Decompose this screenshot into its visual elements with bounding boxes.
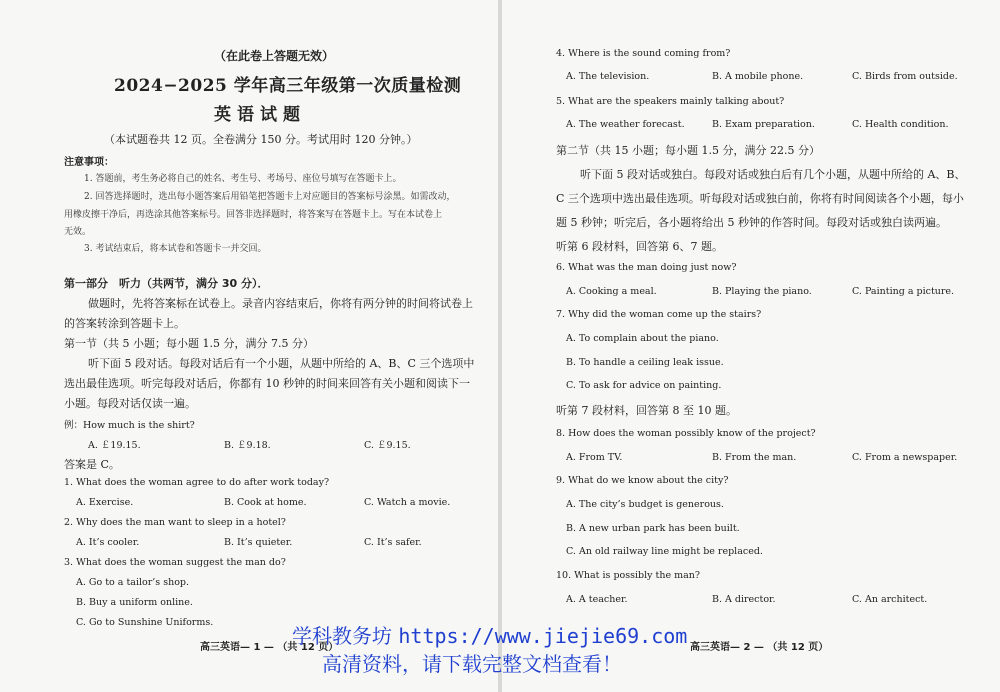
section2-intro: 题 5 秒钟；听完后，各小题将给出 5 秒钟的作答时间。每段对话或独白读两遍。 (556, 216, 947, 229)
page-footer: 高三英语— 1 — （共 12 页） (200, 642, 339, 653)
section2-title: 第二节（共 15 小题；每小题 1.5 分，满分 22.5 分） (556, 144, 820, 157)
page-footer: 高三英语— 2 — （共 12 页） (690, 642, 829, 653)
option: A. Exercise. (76, 497, 134, 508)
option: C. An old railway line might be replaced. (566, 546, 763, 557)
note-item: 1. 答题前，考生务必将自己的姓名、考生号、考场号、座位号填写在答题卡上。 (84, 174, 402, 184)
note-item: 用橡皮擦干净后，再选涂其他答案标号。回答非选择题时，将答案写在答题卡上。写在本试卷上 (64, 210, 443, 220)
option: B. It’s quieter. (224, 537, 293, 548)
option: C. Painting a picture. (852, 286, 955, 297)
option: C. Go to Sunshine Uniforms. (76, 617, 214, 628)
example-answer: 答案是 C。 (64, 458, 120, 471)
material-header: 听第 7 段材料，回答第 8 至 10 题。 (556, 404, 737, 417)
question: 9. What do we know about the city? (556, 475, 729, 486)
watermark-url[interactable]: https://www.jiejie69.com (398, 624, 688, 648)
material-header: 听第 6 段材料，回答第 6、7 题。 (556, 240, 723, 253)
option: A. The television. (566, 71, 650, 82)
question: 3. What does the woman suggest the man do? (64, 557, 286, 568)
option: A. To complain about the piano. (566, 333, 719, 344)
note-item: 3. 考试结束后，将本试卷和答题卡一并交回。 (84, 244, 267, 254)
option: A. A teacher. (566, 594, 628, 605)
question: 10. What is possibly the man? (556, 570, 701, 581)
option: B. Playing the piano. (712, 286, 812, 297)
option: B. From the man. (712, 452, 797, 463)
section1-title: 第一节（共 5 小题；每小题 1.5 分，满分 7.5 分） (64, 337, 314, 350)
option: B. Cook at home. (224, 497, 307, 508)
option: B. A mobile phone. (712, 71, 804, 82)
page-fold (498, 0, 502, 692)
part1-intro: 做题时，先将答案标在试卷上。录音内容结束后，你将有两分钟的时间将试卷上 (88, 297, 473, 310)
option: A. From TV. (566, 452, 623, 463)
exam-title: 2024−2025 学年高三年级第一次质量检测 (114, 76, 462, 96)
note-item: 2. 回答选择题时，选出每小题答案后用铅笔把答题卡上对应题目的答案标号涂黑。如需改动， (84, 192, 456, 202)
option: C. Watch a movie. (364, 497, 451, 508)
option: A. The weather forecast. (566, 119, 685, 130)
question: 4. Where is the sound coming from? (556, 48, 731, 59)
option: A. It’s cooler. (76, 537, 140, 548)
part1-intro: 的答案转涂到答题卡上。 (64, 317, 185, 330)
no-answer-notice: （在此卷上答题无效） (214, 49, 335, 63)
question: 8. How does the woman possibly know of the project? (556, 428, 816, 439)
section2-intro: 听下面 5 段对话或独白。每段对话或独白后有几个小题，从题中所给的 A、B、 (580, 168, 966, 181)
question: 2. Why does the man want to sleep in a hotel? (64, 517, 286, 528)
option: B. A director. (712, 594, 776, 605)
example-question: 例：How much is the shirt? (64, 420, 195, 431)
option: A. Cooking a meal. (566, 286, 657, 297)
note-item: 无效。 (64, 227, 92, 237)
option: B. Buy a uniform online. (76, 597, 193, 608)
option: C. From a newspaper. (852, 452, 958, 463)
watermark-line2: 高清资料，请下载完整文档查看！ (322, 652, 622, 676)
section1-intro: 选出最佳选项。听完每段对话后，你都有 10 秒钟的时间来回答有关小题和阅读下一 (64, 377, 470, 390)
section2-intro: C 三个选项中选出最佳选项。听每段对话或独白前，你将有时间阅读各个小题，每小 (556, 192, 964, 205)
question: 6. What was the man doing just now? (556, 262, 737, 273)
option: B. To handle a ceiling leak issue. (566, 357, 724, 368)
option: C. It’s safer. (364, 537, 422, 548)
option: A. The city’s budget is generous. (566, 499, 724, 510)
notes-heading: 注意事项： (64, 157, 114, 168)
option: A. Go to a tailor’s shop. (76, 577, 190, 588)
question: 5. What are the speakers mainly talking about? (556, 96, 785, 107)
subject-title: 英语试题 (214, 105, 306, 125)
part1-title: 第一部分 听力（共两节，满分 30 分）． (64, 277, 269, 290)
watermark-line1 (292, 620, 687, 649)
example-option: B. ￡9.18. (224, 440, 271, 451)
option: C. An architect. (852, 594, 928, 605)
section1-intro: 听下面 5 段对话。每段对话后有一个小题，从题中所给的 A、B、C 三个选项中 (88, 357, 475, 370)
question: 1. What does the woman agree to do after work today? (64, 477, 330, 488)
section1-intro: 小题。每段对话仅读一遍。 (64, 397, 196, 410)
exam-info: （本试题卷共 12 页。全卷满分 150 分。考试用时 120 分钟。） (104, 133, 418, 146)
option: C. To ask for advice on painting. (566, 380, 722, 391)
option: C. Birds from outside. (852, 71, 958, 82)
option: B. Exam preparation. (712, 119, 815, 130)
example-option: C. ￡9.15. (364, 440, 411, 451)
watermark-brand: 学科教务坊 (292, 624, 392, 648)
option: C. Health condition. (852, 119, 949, 130)
example-option: A. ￡19.15. (88, 440, 141, 451)
question: 7. Why did the woman come up the stairs? (556, 309, 762, 320)
option: B. A new urban park has been built. (566, 523, 740, 534)
